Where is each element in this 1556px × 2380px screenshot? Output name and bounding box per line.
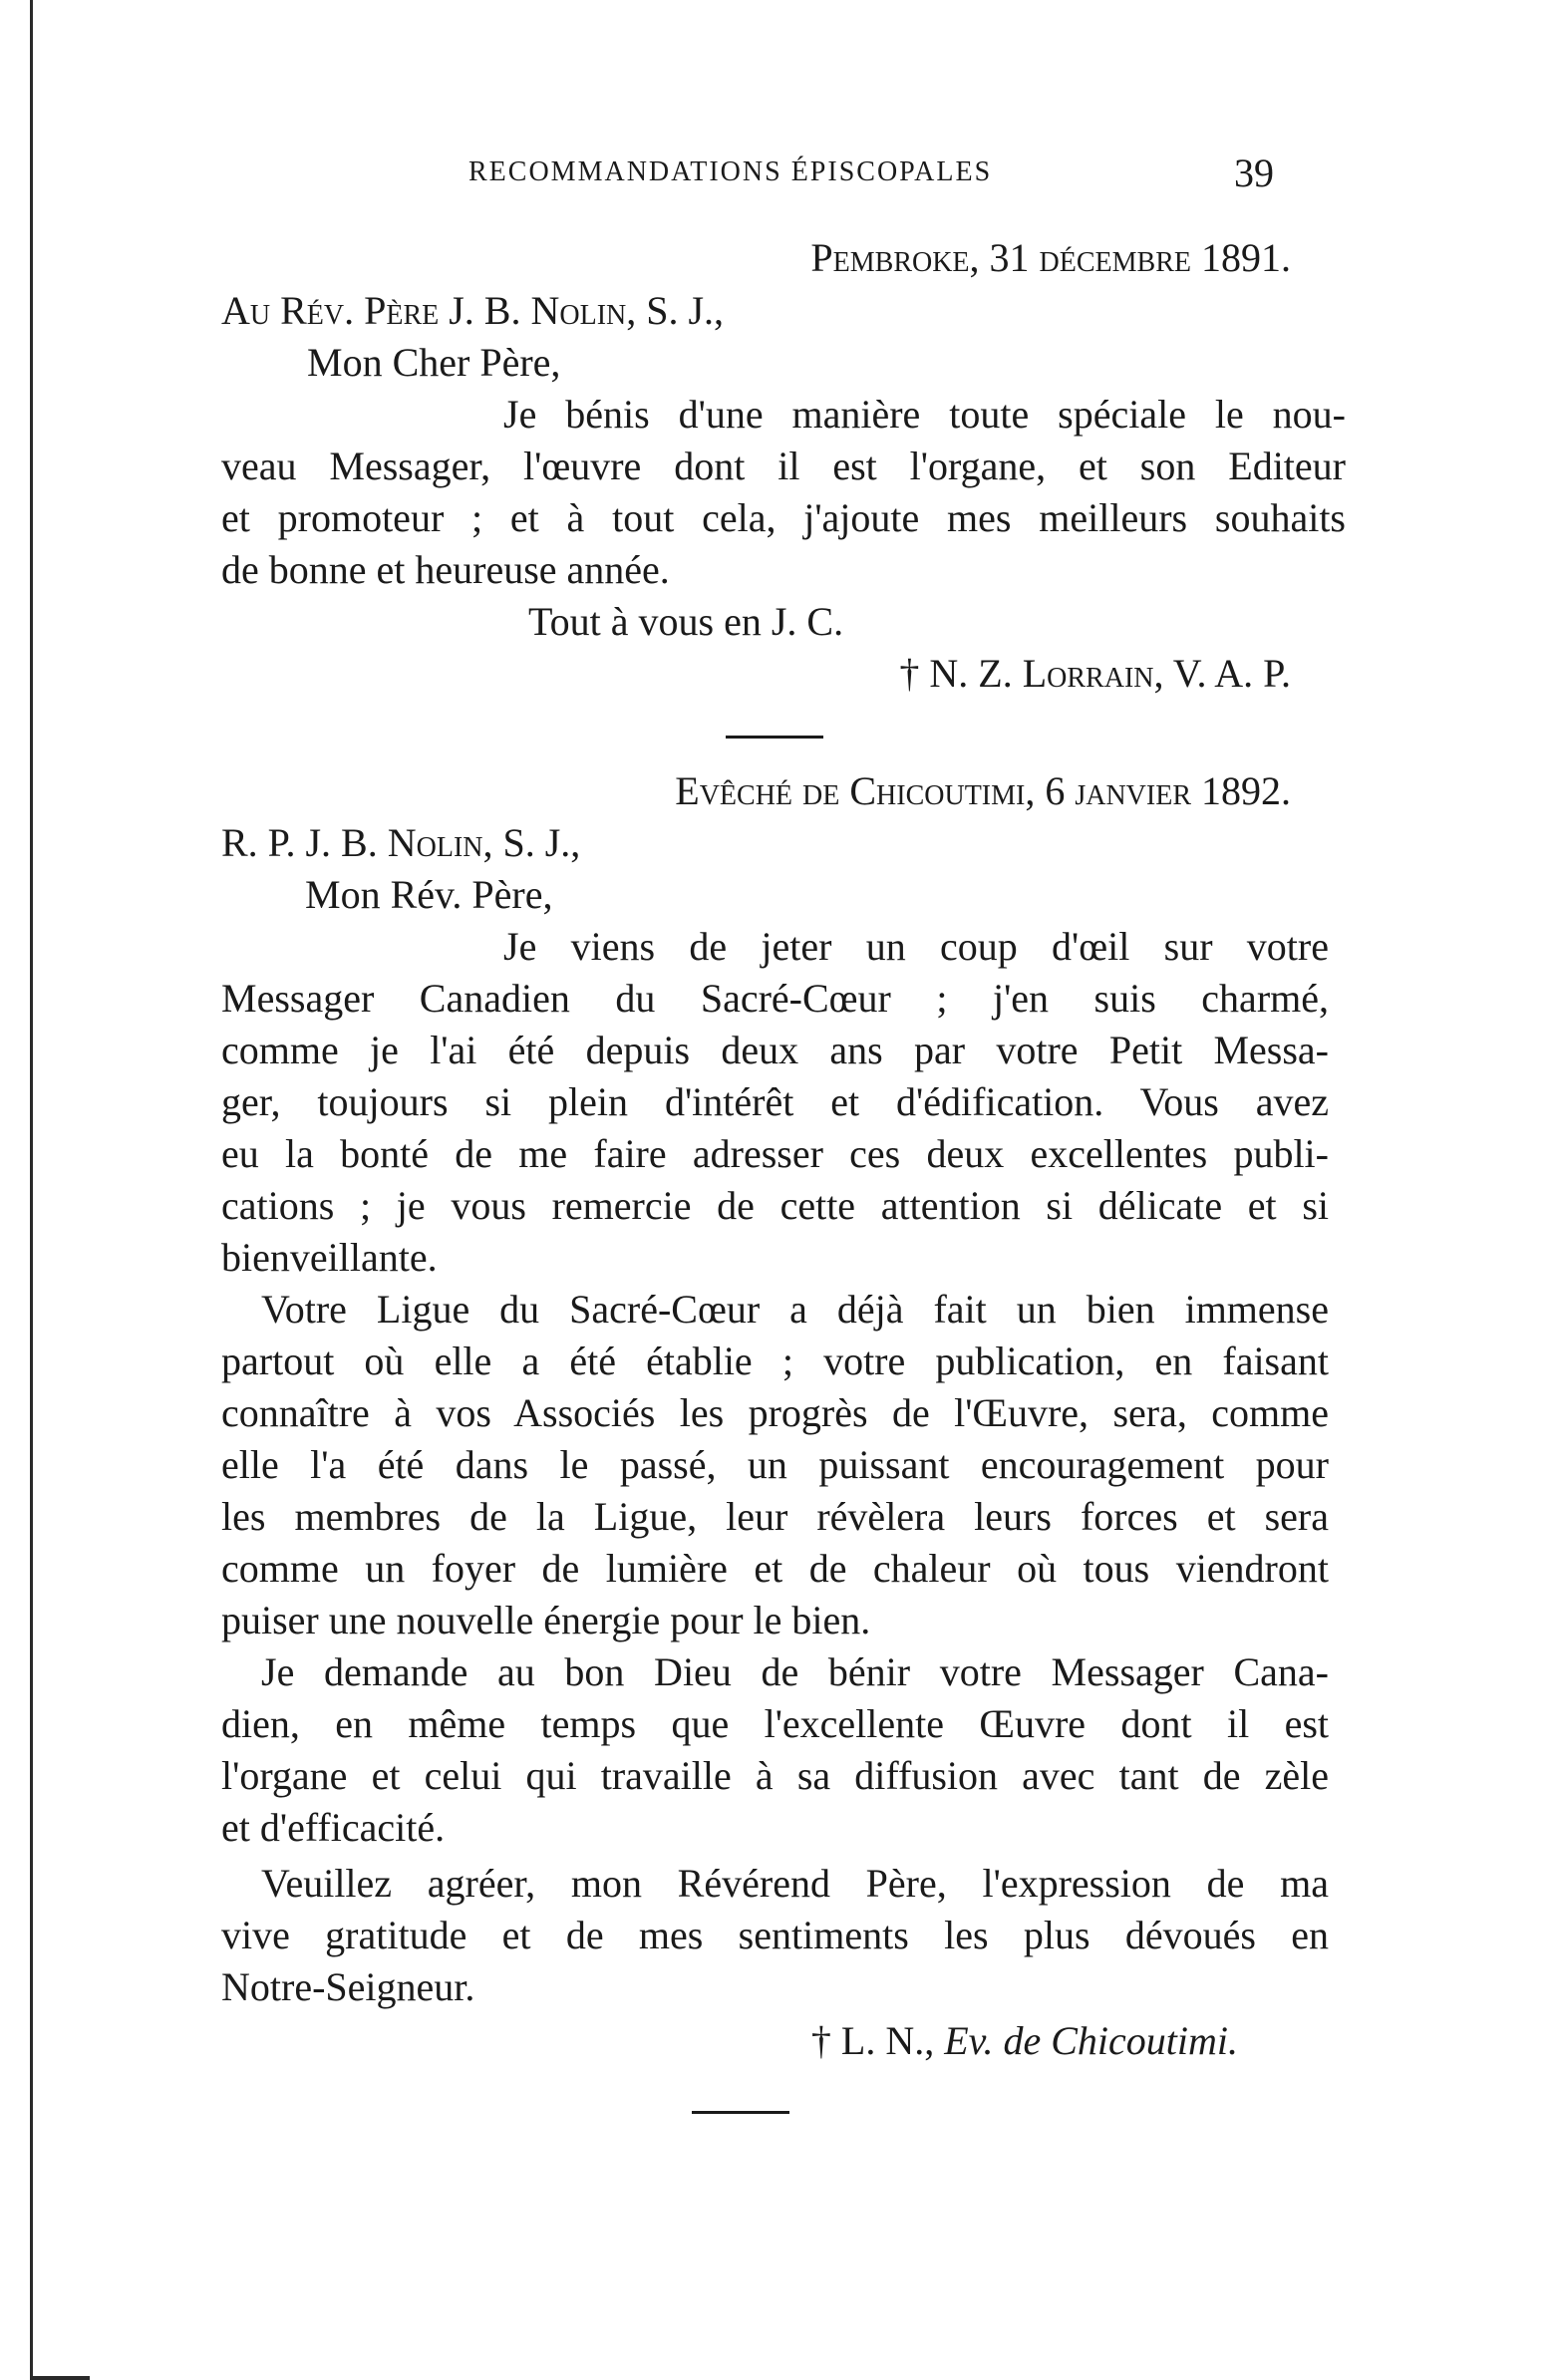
letter1-dateline: Pembroke, 31 décembre 1891. bbox=[810, 235, 1291, 280]
section-divider bbox=[726, 736, 823, 739]
letter2-para2-line: elle l'a été dans le passé, un puissant encouragement pour bbox=[221, 1442, 1329, 1487]
letter2-para4-line: Veuillez agréer, mon Révérend Père, l'expression de ma bbox=[261, 1861, 1329, 1906]
letter1-body-line: Je bénis d'une manière toute spéciale le nou- bbox=[503, 392, 1346, 437]
letter2-salutation: Mon Rév. Père, bbox=[305, 872, 553, 917]
letter1-addressee: Au Rév. Père J. B. Nolin, S. J., bbox=[221, 288, 725, 333]
letter1-closing: Tout à vous en J. C. bbox=[528, 599, 844, 644]
letter2-signature bbox=[598, 2017, 1238, 2065]
page-binding-edge bbox=[30, 0, 33, 2380]
letter2-para1-line: cations ; je vous remercie de cette attention si délicate et si bbox=[221, 1183, 1329, 1228]
letter2-para3-line: l'organe et celui qui travaille à sa diffusion avec tant de zèle bbox=[221, 1753, 1329, 1798]
page-corner-mark bbox=[30, 2376, 90, 2380]
letter1-salutation: Mon Cher Père, bbox=[307, 340, 561, 385]
letter2-para2-line: partout où elle a été établie ; votre publication, en faisant bbox=[221, 1339, 1329, 1383]
letter1-body-line: veau Messager, l'œuvre dont il est l'organe, et son Editeur bbox=[221, 444, 1346, 488]
letter2-para2-line: Votre Ligue du Sacré-Cœur a déjà fait un bien immense bbox=[261, 1287, 1329, 1332]
letter2-para1-line: bienveillante. bbox=[221, 1235, 438, 1280]
letter2-para2-line: puiser une nouvelle énergie pour le bien. bbox=[221, 1598, 871, 1642]
letter2-dateline: Evêché de Chicoutimi, 6 janvier 1892. bbox=[675, 768, 1291, 813]
page-number: 39 bbox=[1234, 150, 1274, 195]
running-title: RECOMMANDATIONS ÉPISCOPALES bbox=[468, 156, 993, 187]
letter2-signature-title: Ev. de Chicoutimi. bbox=[944, 2018, 1238, 2063]
letter2-para4-line: Notre-Seigneur. bbox=[221, 1964, 475, 2009]
letter2-para2-line: comme un foyer de lumière et de chaleur où tous viendront bbox=[221, 1546, 1329, 1591]
letter2-signature-name: † L. N., bbox=[810, 2018, 935, 2063]
letter2-para2-line: connaître à vos Associés les progrès de l'Œuvre, sera, comme bbox=[221, 1390, 1329, 1435]
letter2-para4-line: vive gratitude et de mes sentiments les plus dévoués en bbox=[221, 1913, 1329, 1957]
letter2-para1-line: ger, toujours si plein d'intérêt et d'édification. Vous avez bbox=[221, 1079, 1329, 1124]
letter2-para3-line: Je demande au bon Dieu de bénir votre Messager Cana- bbox=[261, 1649, 1329, 1694]
letter2-para1-line: Je viens de jeter un coup d'œil sur votre bbox=[503, 924, 1329, 969]
letter1-body-line: et promoteur ; et à tout cela, j'ajoute mes meilleurs souhaits bbox=[221, 495, 1346, 540]
letter2-para3-line: dien, en même temps que l'excellente Œuvre dont il est bbox=[221, 1701, 1329, 1746]
letter2-para1-line: Messager Canadien du Sacré-Cœur ; j'en suis charmé, bbox=[221, 976, 1329, 1021]
letter2-addressee: R. P. J. B. Nolin, S. J., bbox=[221, 820, 581, 865]
letter2-para1-line: comme je l'ai été depuis deux ans par votre Petit Messa- bbox=[221, 1028, 1329, 1072]
section-divider bbox=[692, 2111, 789, 2114]
letter2-para2-line: les membres de la Ligue, leur révèlera leurs forces et sera bbox=[221, 1494, 1329, 1539]
letter2-para1-line: eu la bonté de me faire adresser ces deux excellentes publi- bbox=[221, 1131, 1329, 1176]
letter1-body-line: de bonne et heureuse année. bbox=[221, 547, 670, 592]
letter2-para3-line: et d'efficacité. bbox=[221, 1805, 446, 1850]
letter1-signature: † N. Z. Lorrain, V. A. P. bbox=[899, 651, 1291, 696]
